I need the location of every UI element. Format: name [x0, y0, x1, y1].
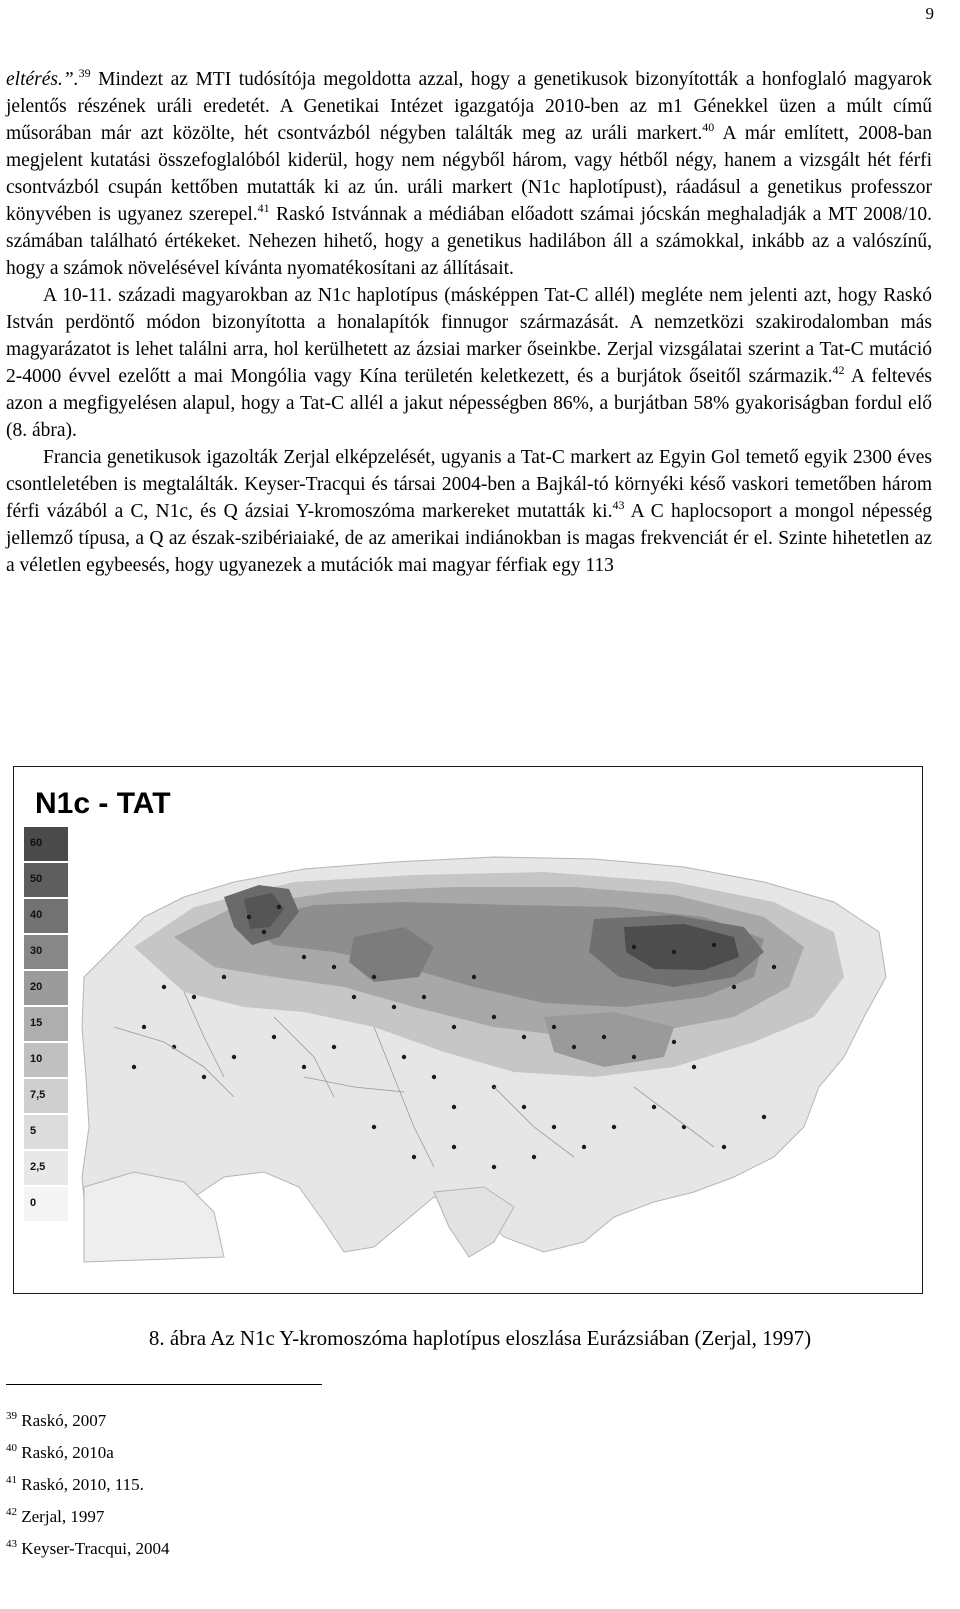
sample-point [672, 950, 676, 954]
paragraph [6, 444, 932, 579]
sample-point [692, 1065, 696, 1069]
footnote-ref: 41 [257, 201, 270, 215]
sample-point [552, 1125, 556, 1129]
text-run: Francia genetikusok igazolták Zerjal elképzelését, ugyanis a Tat-C markert az Egyin Gol temető egyik 2300 éves csontleletében is megtalálták. Keyser-Tracqui és társai 2004-ben a Bajkál-tó környéki késő vaskori temetőben három férfi vázából a C, N1c, és Q ázsiai Y-kromoszóma markereket mutatták ki. [6, 447, 932, 522]
sample-point [402, 1055, 406, 1059]
sample-point [602, 1035, 606, 1039]
text-run: A 10-11. századi magyarokban az N1c haplotípus (másképpen Tat-C allél) megléte nem jelenti azt, hogy Raskó István perdöntő módon bizonyította a honalapítók finnugor származását. A nemzetközi szakirodalomban más magyarázatot is lehet találni arra, hol kerülhetett az ázsiai marker őseinkbe. Zerjal vizsgálatai szerint a Tat-C mutáció 2-4000 évvel ezelőtt a mai Mongólia vagy Kína területén keletkezett, és a burjátok őseitől származik. [6, 285, 932, 387]
page-number: 9 [925, 4, 934, 23]
sample-point [352, 995, 356, 999]
figure-caption: 8. ábra Az N1c Y-kromoszóma haplotípus eloszlása Eurázsiában (Zerjal, 1997) [148, 1326, 812, 1350]
sample-point [422, 995, 426, 999]
sample-point [762, 1115, 766, 1119]
legend-label: 40 [30, 909, 43, 921]
sample-point [392, 1005, 396, 1009]
sample-point [302, 955, 306, 959]
sample-point [492, 1015, 496, 1019]
footnote-number: 40 [6, 1442, 17, 1454]
sample-point [522, 1105, 526, 1109]
sample-point [262, 930, 266, 934]
footnote-ref: 43 [612, 498, 625, 512]
text-run: Mindezt az MTI tudósítója megoldotta azzal, hogy a genetikusok bizonyították a honfoglaló magyarok jelentős részének uráli eredetét. A Genetikai Intézet igazgatója 2010-ben az m1 Génekkel üzen a múlt című műsorában már azt közölte, hét csontvázból négyben találták meg az uráli markert. [6, 69, 932, 144]
body-text [6, 66, 932, 579]
sample-point [632, 1055, 636, 1059]
paragraph [6, 66, 932, 282]
text-run: A már említett, 2008-ban megjelent kutatási összefoglalóból kiderül, hogy nem négyből három, vagy hétből négy, hanem a vizsgált hét férfi csontvázból csupán kettőben mutatták ki az ún. uráli markert (N1c haplotípust), ráadásul a genetikus professzor könyvében is ugyanez szerepel. [6, 123, 932, 225]
sample-point [192, 995, 196, 999]
sample-point [532, 1155, 536, 1159]
sample-point [432, 1075, 436, 1079]
sample-point [142, 1025, 146, 1029]
sample-point [582, 1145, 586, 1149]
footnote-number: 41 [6, 1474, 17, 1486]
sample-point [632, 945, 636, 949]
sample-point [372, 975, 376, 979]
sample-point [732, 985, 736, 989]
footnotes [6, 1405, 169, 1565]
legend-label: 60 [30, 837, 43, 849]
sample-point [332, 1045, 336, 1049]
footnote-ref: 42 [832, 363, 845, 377]
map-legend [24, 827, 68, 1285]
sample-point [652, 1105, 656, 1109]
footnote-separator [6, 1384, 322, 1385]
footnote [6, 1437, 169, 1469]
legend-label: 2,5 [30, 1161, 46, 1173]
footnote [6, 1501, 169, 1533]
legend-label: 0 [30, 1197, 37, 1209]
legend-label: 15 [30, 1017, 43, 1029]
sample-point [277, 905, 281, 909]
legend-label: 5 [30, 1125, 37, 1137]
footnote-number: 42 [6, 1506, 17, 1518]
sample-point [522, 1035, 526, 1039]
footnote-text: Keyser-Tracqui, 2004 [17, 1539, 170, 1558]
sample-point [232, 1055, 236, 1059]
footnote-number: 43 [6, 1538, 17, 1550]
sample-point [202, 1075, 206, 1079]
legend-label: 30 [30, 945, 43, 957]
sample-point [162, 985, 166, 989]
sample-point [722, 1145, 726, 1149]
text-run: A C haplocsoport a mongol népesség jellemző típusa, a Q az észak-szibériaiaké, de az amerikai indiánokban is magas frekvenciát ér el. Szinte hihetetlen az a véletlen egybeesés, hogy ugyanezek a mutációk mai magyar férfiak egy 113 [6, 501, 932, 576]
legend-label: 50 [30, 873, 43, 885]
sample-point [332, 965, 336, 969]
text-run: Raskó Istvánnak a médiában előadott számai jócskán meghaladják a MT 2008/10. számában található értékeket. Nehezen hihető, hogy a genetikus hadilábon áll a számokkal, inkább az a valószínű, hogy a számok növelésével kívánta nyomatékosítani az állításait. [6, 204, 932, 279]
footnote-ref: 39 [78, 66, 91, 80]
sample-point [712, 943, 716, 947]
sample-point [247, 915, 251, 919]
sample-point [412, 1155, 416, 1159]
legend-label: 20 [30, 981, 43, 993]
sample-point [132, 1065, 136, 1069]
map-title: N1c - TAT [35, 787, 171, 820]
eurasia-map [74, 827, 894, 1267]
footnote-text: Raskó, 2007 [17, 1411, 107, 1430]
footnote-text: Raskó, 2010a [17, 1443, 114, 1462]
footnote-ref: 40 [702, 120, 715, 134]
sample-point [452, 1025, 456, 1029]
footnote [6, 1533, 169, 1565]
footnote [6, 1469, 169, 1501]
sample-point [372, 1125, 376, 1129]
footnote [6, 1405, 169, 1437]
italic-text: eltérés.”. [6, 69, 79, 90]
legend-label: 10 [30, 1053, 43, 1065]
sample-point [772, 965, 776, 969]
sample-point [222, 975, 226, 979]
sample-point [302, 1065, 306, 1069]
legend-label: 7,5 [30, 1089, 46, 1101]
footnote-number: 39 [6, 1410, 17, 1422]
sample-point [552, 1025, 556, 1029]
footnote-text: Zerjal, 1997 [17, 1507, 105, 1526]
footnote-text: Raskó, 2010, 115. [17, 1475, 144, 1494]
figure-map [13, 766, 923, 1294]
sample-point [452, 1145, 456, 1149]
sample-point [572, 1045, 576, 1049]
sample-point [612, 1125, 616, 1129]
sample-point [492, 1165, 496, 1169]
text-run: A feltevés azon a megfigyelésen alapul, hogy a Tat-C allél a jakut népességben 86%, a burjátban 58% gyakoriságban fordul elő (8. ábra). [6, 366, 932, 441]
paragraph [6, 282, 932, 444]
sample-point [472, 975, 476, 979]
sample-point [452, 1105, 456, 1109]
sample-point [672, 1040, 676, 1044]
sample-point [272, 1035, 276, 1039]
